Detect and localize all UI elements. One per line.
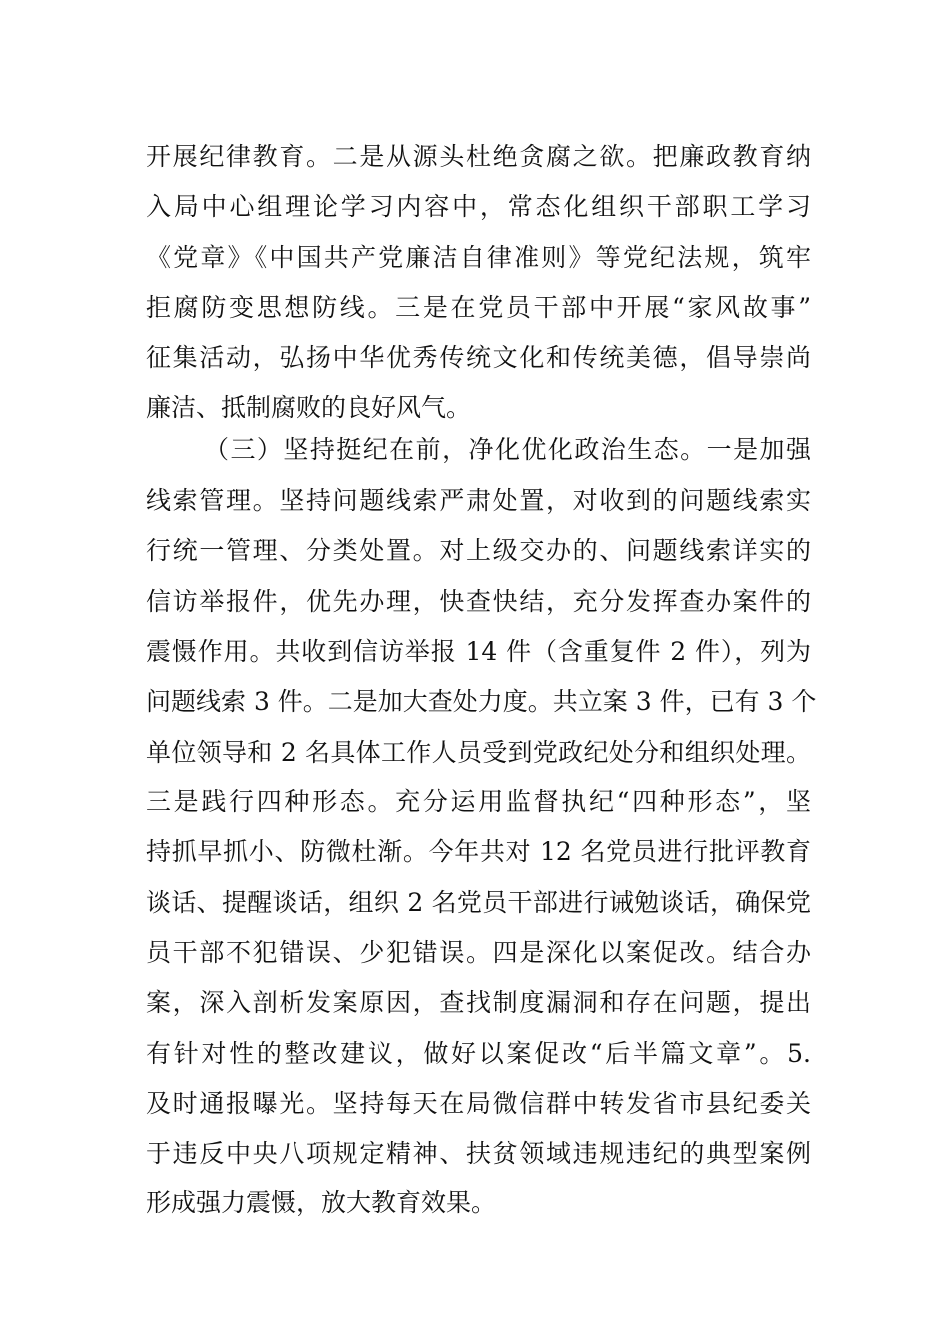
- section-heading-line: （三）坚持挺纪在前，净化优化政治生态。一是加强: [204, 435, 811, 464]
- text-line: 征集活动，弘扬中华优秀传统文化和传统美德，倡导崇尚: [146, 343, 811, 372]
- text-line: 员干部不犯错误、少犯错误。四是深化以案促改。结合办: [146, 938, 811, 967]
- text-line: 三是践行四种形态。充分运用监督执纪“四种形态”，坚: [146, 787, 811, 816]
- text-line: 单位领导和 2 名具体工作人员受到党政纪处分和组织处理。: [146, 738, 811, 767]
- text-line: 入局中心组理论学习内容中，常态化组织干部职工学习: [146, 192, 811, 221]
- text-line: 震慑作用。共收到信访举报 14 件（含重复件 2 件），列为: [146, 637, 811, 666]
- text-line: 信访举报件，优先办理，快查快结，充分发挥查办案件的: [146, 587, 811, 616]
- text-line: 开展纪律教育。二是从源头杜绝贪腐之欲。把廉政教育纳: [146, 142, 811, 171]
- text-line: 廉洁、抵制腐败的良好风气。: [146, 393, 472, 422]
- text-line: 拒腐防变思想防线。三是在党员干部中开展“家风故事”: [146, 293, 811, 322]
- text-line: 线索管理。坚持问题线索严肃处置，对收到的问题线索实: [146, 486, 811, 515]
- text-line: 案，深入剖析发案原因，查找制度漏洞和存在问题，提出: [146, 988, 811, 1017]
- text-line: 持抓早抓小、防微杜渐。今年共对 12 名党员进行批评教育: [146, 837, 811, 866]
- text-line: 有针对性的整改建议，做好以案促改“后半篇文章”。5.: [146, 1039, 811, 1068]
- text-line: 问题线索 3 件。二是加大查处力度。共立案 3 件，已有 3 个: [146, 687, 817, 716]
- text-line: 行统一管理、分类处置。对上级交办的、问题线索详实的: [146, 536, 811, 565]
- text-line: 形成强力震慑，放大教育效果。: [146, 1188, 497, 1217]
- text-line: 《党章》《中国共产党廉洁自律准则》等党纪法规，筑牢: [146, 243, 811, 272]
- text-line: 于违反中央八项规定精神、扶贫领域违规违纪的典型案例: [146, 1139, 811, 1168]
- text-line: 及时通报曝光。坚持每天在局微信群中转发省市县纪委关: [146, 1089, 811, 1118]
- text-line: 谈话、提醒谈话，组织 2 名党员干部进行诫勉谈话，确保党: [146, 888, 811, 917]
